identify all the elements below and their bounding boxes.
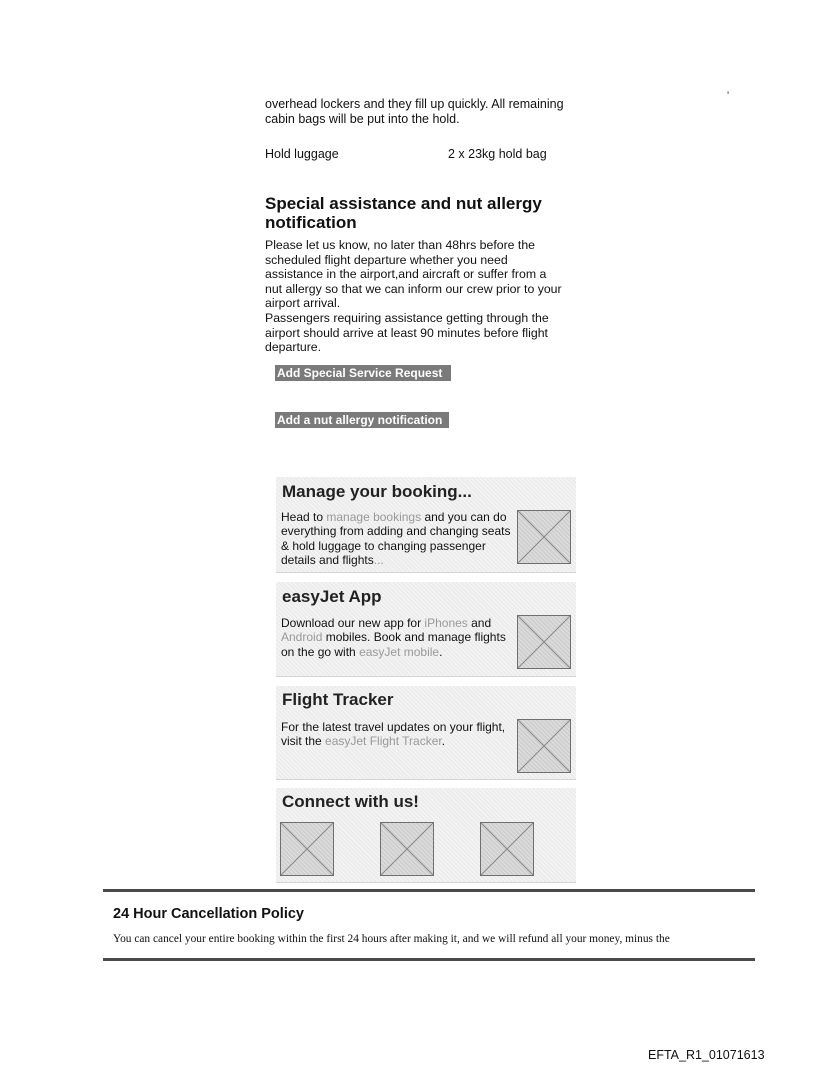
easyjet-app-panel <box>276 582 576 677</box>
cabin-bag-text: overhead lockers and they fill up quickly. All remaining cabin bags will be put into the hold. <box>265 97 564 126</box>
manage-text-before: Head to <box>281 510 327 524</box>
easyjet-app-title: easyJet App <box>282 587 382 606</box>
cancellation-policy-heading: 24 Hour Cancellation Policy <box>113 906 304 922</box>
tracker-text-after: . <box>441 734 446 749</box>
app-text-4: . <box>439 644 443 659</box>
cancellation-policy-text: You can cancel your entire booking within the first 24 hours after making it, and we will refund all your money, minus the <box>113 933 670 945</box>
easyjet-mobile-link[interactable]: easyJet mobile <box>359 644 440 659</box>
divider-bottom <box>103 958 755 961</box>
social-link-2-icon[interactable] <box>380 822 434 876</box>
app-text-2: and <box>467 616 492 630</box>
manage-booking-panel <box>276 477 576 573</box>
social-link-1-icon[interactable] <box>280 822 334 876</box>
connect-panel <box>276 788 576 883</box>
easyjet-flight-tracker-link[interactable]: easyJet Flight Tracker <box>325 734 442 749</box>
android-link[interactable]: Android <box>281 630 323 645</box>
app-text-3: mobiles. Book and manage flights on the go with <box>281 630 506 659</box>
flight-tracker-panel <box>276 686 576 780</box>
social-link-3-icon[interactable] <box>480 822 534 876</box>
iphones-link[interactable]: iPhones <box>424 616 468 630</box>
add-special-service-request-button[interactable]: Add Special Service Request <box>275 365 451 381</box>
manage-booking-title: Manage your booking... <box>282 482 472 501</box>
divider-top <box>103 889 755 892</box>
easyjet-app-image-placeholder-icon <box>517 615 571 669</box>
flight-tracker-text <box>281 720 513 749</box>
manage-bookings-link[interactable]: manage bookings <box>326 510 422 524</box>
stray-mark: ' <box>727 90 730 102</box>
tracker-text-before: For the latest travel updates on your flight, visit the <box>281 720 506 749</box>
manage-booking-text <box>281 510 513 568</box>
document-id: EFTA_R1_01071613 <box>648 1048 765 1062</box>
hold-luggage-label: Hold luggage <box>265 147 339 161</box>
hold-luggage-value: 2 x 23kg hold bag <box>448 147 547 161</box>
easyjet-app-text <box>281 616 513 659</box>
flight-tracker-title: Flight Tracker <box>282 690 394 709</box>
manage-booking-image-placeholder-icon <box>517 510 571 564</box>
manage-text-after: and you can do everything from adding and changing seats & hold luggage to changing passenger details and flights <box>281 510 511 568</box>
special-assistance-paragraph-1: Please let us know, no later than 48hrs before the scheduled flight departure whether you need assistance in the airport,and aircraft or suffer from a nut allergy so that we can inform our crew prior to your airport arrival. <box>265 238 562 311</box>
special-assistance-paragraph-2: Passengers requiring assistance getting through the airport should arrive at least 90 minutes before flight departure. <box>265 310 549 355</box>
special-assistance-body <box>265 238 565 355</box>
manage-ellipsis: ... <box>373 553 384 568</box>
special-assistance-heading: Special assistance and nut allergy notification <box>265 194 542 232</box>
flight-tracker-image-placeholder-icon <box>517 719 571 773</box>
add-nut-allergy-notification-button[interactable]: Add a nut allergy notification <box>275 412 449 428</box>
connect-title: Connect with us! <box>282 792 419 811</box>
app-text-1: Download our new app for <box>281 616 425 630</box>
